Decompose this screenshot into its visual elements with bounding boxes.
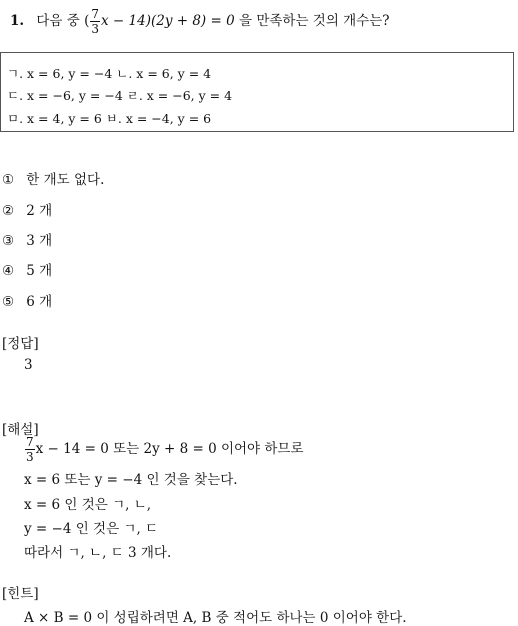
option-5-text: 6 개 xyxy=(26,294,53,310)
option-2-mark: ② xyxy=(2,203,15,219)
question-expression: x − 14)(2y + 8) = 0 xyxy=(101,13,235,29)
option-3[interactable] xyxy=(2,229,52,249)
choices-box xyxy=(0,52,514,132)
solution-line-1-text: x − 14 = 0 또는 2y + 8 = 0 이어야 하므로 xyxy=(35,441,304,457)
option-1-text: 한 개도 없다. xyxy=(26,172,105,188)
option-3-mark: ③ xyxy=(2,233,15,249)
option-4[interactable] xyxy=(2,259,52,279)
solution-line-5: 따라서 ㄱ, ㄴ, ㄷ 3 개다. xyxy=(24,545,172,561)
choices-row-1: ㄱ. x = 6, y = −4 ㄴ. x = 6, y = 4 xyxy=(7,66,212,81)
option-1-mark: ① xyxy=(2,172,15,188)
option-1[interactable] xyxy=(2,168,104,188)
solution-fraction-numerator: 7 xyxy=(26,435,34,449)
question xyxy=(10,8,390,35)
solution-line-1 xyxy=(24,436,304,463)
option-5[interactable] xyxy=(2,290,52,310)
answer-label: [정답] xyxy=(2,336,39,352)
solution-label: [해설] xyxy=(2,422,39,438)
option-4-text: 5 개 xyxy=(26,263,53,279)
option-2[interactable] xyxy=(2,199,52,219)
question-prefix: 다음 중 ( xyxy=(36,13,90,29)
solution-line-3: x = 6 인 것은 ㄱ, ㄴ, xyxy=(24,497,152,513)
option-5-mark: ⑤ xyxy=(2,294,15,310)
question-number: 1. xyxy=(10,13,25,29)
question-fraction-denominator: 3 xyxy=(91,22,100,36)
hint-text: A × B = 0 이 성립하려면 A, B 중 적어도 하나는 0 이어야 한다. xyxy=(24,610,407,626)
solution-line-2: x = 6 또는 y = −4 인 것을 찾는다. xyxy=(24,472,238,488)
option-3-text: 3 개 xyxy=(26,233,53,249)
option-2-text: 2 개 xyxy=(26,203,53,219)
question-fraction-numerator: 7 xyxy=(91,7,100,21)
question-suffix: 을 만족하는 것의 개수는? xyxy=(238,13,390,29)
hint-label: [힌트] xyxy=(2,586,39,602)
solution-fraction-denominator: 3 xyxy=(26,450,34,464)
option-4-mark: ④ xyxy=(2,263,15,279)
choices-row-3: ㅁ. x = 4, y = 6 ㅂ. x = −4, y = 6 xyxy=(7,111,212,126)
answer-value: 3 xyxy=(24,357,33,373)
question-fraction xyxy=(90,8,100,35)
solution-line-4: y = −4 인 것은 ㄱ, ㄷ xyxy=(24,521,159,537)
solution-fraction xyxy=(25,436,35,463)
choices-row-2: ㄷ. x = −6, y = −4 ㄹ. x = −6, y = 4 xyxy=(7,88,233,103)
